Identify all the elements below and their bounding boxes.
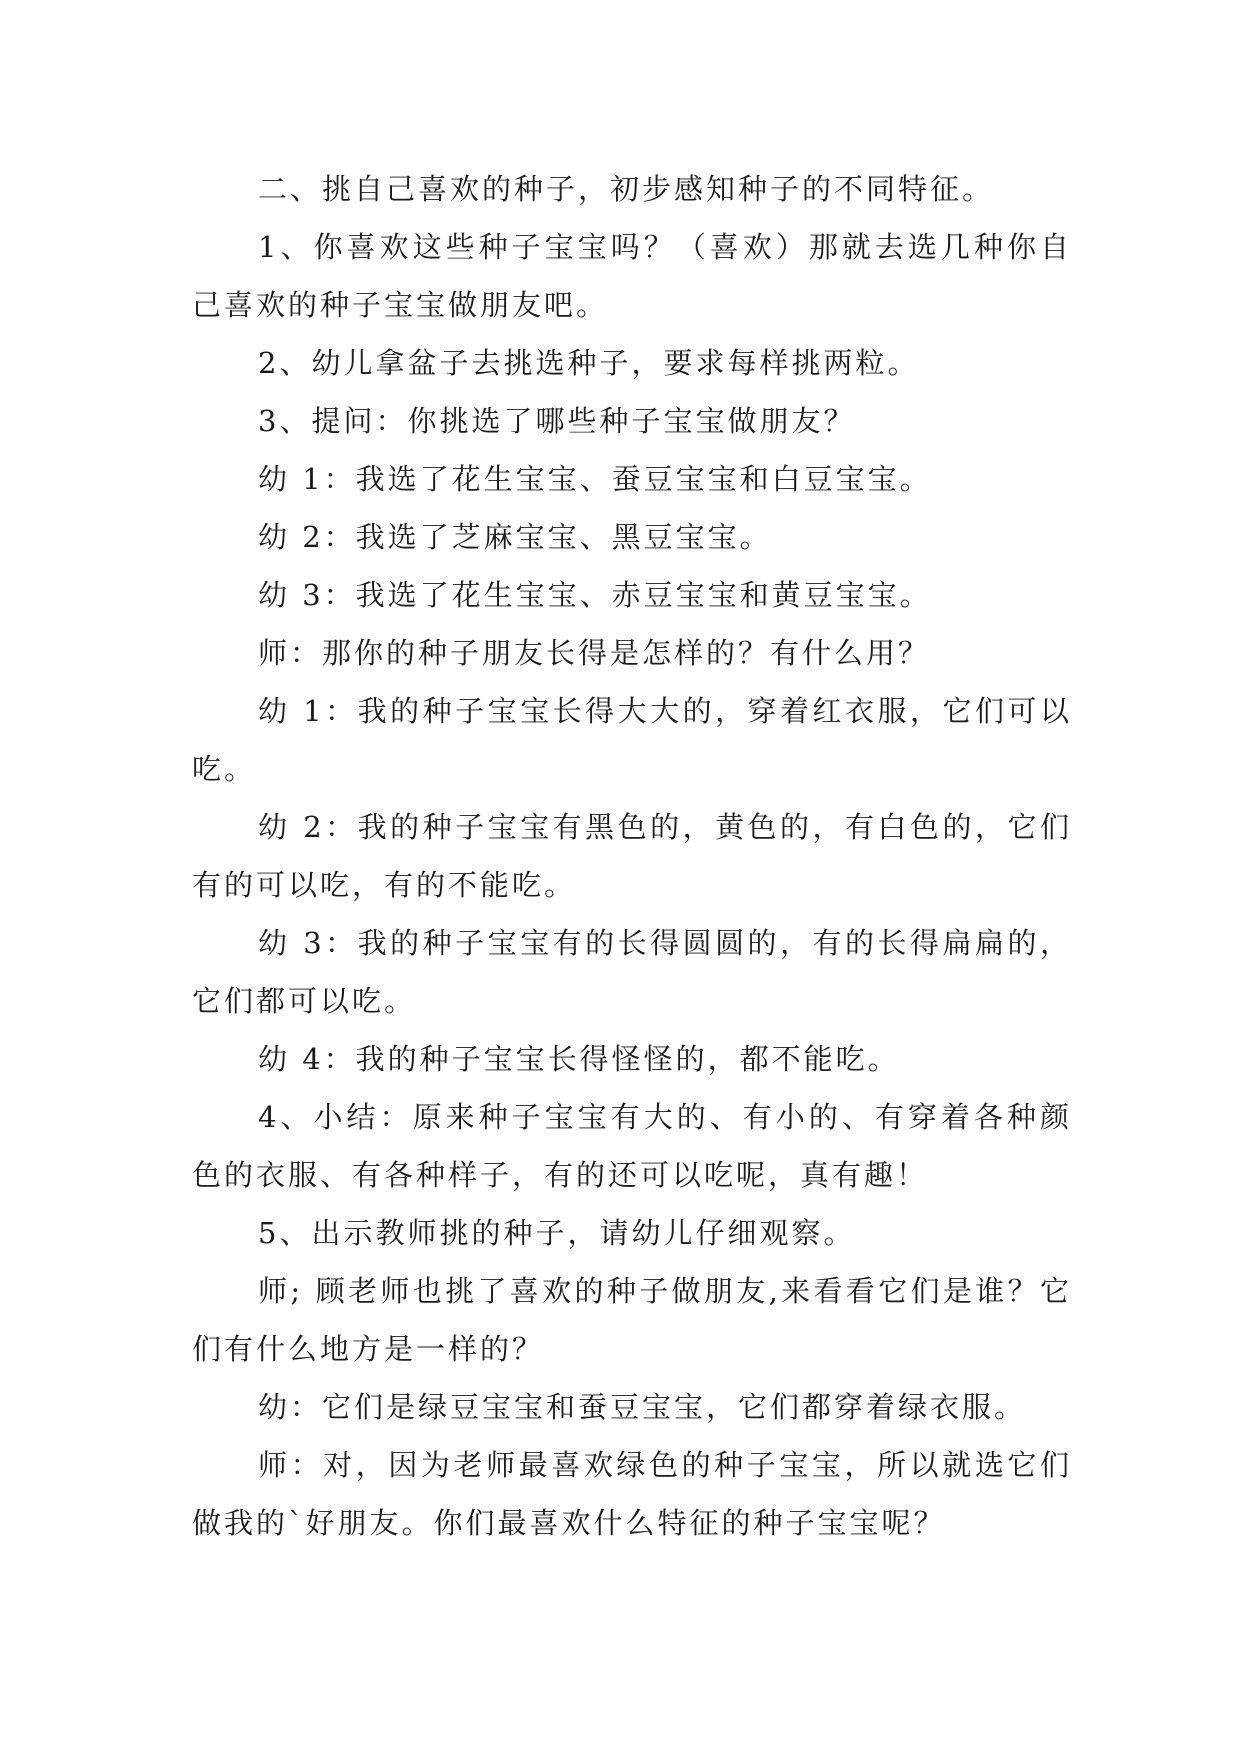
dialogue-line: 幼 2：我的种子宝宝有黑色的，黄色的，有白色的，它们有的可以吃，有的不能吃。 <box>192 810 1072 902</box>
paragraph: 4、小结：原来种子宝宝有大的、有小的、有穿着各种颜色的衣服、有各种样子，有的还可以吃呢，真有趣！ <box>192 1100 1072 1192</box>
dialogue-line: 幼 3：我的种子宝宝有的长得圆圆的，有的长得扁扁的，它们都可以吃。 <box>192 926 1072 1018</box>
dialogue-line: 幼 4：我的种子宝宝长得怪怪的，都不能吃。 <box>258 1042 900 1076</box>
paragraph: 2、幼儿拿盆子去挑选种子，要求每样挑两粒。 <box>258 346 920 380</box>
dialogue-line: 幼 1：我选了花生宝宝、蚕豆宝宝和白豆宝宝。 <box>258 462 932 496</box>
dialogue-line: 师：对，因为老师最喜欢绿色的种子宝宝，所以就选它们做我的`好朋友。你们最喜欢什么特征的种子宝宝呢？ <box>192 1448 1072 1540</box>
section-heading: 二、挑自己喜欢的种子，初步感知种子的不同特征。 <box>258 172 995 206</box>
dialogue-line: 师; 顾老师也挑了喜欢的种子做朋友,来看看它们是谁？它们有什么地方是一样的？ <box>192 1274 1072 1366</box>
dialogue-line: 幼：它们是绿豆宝宝和蚕豆宝宝，它们都穿着绿衣服。 <box>258 1390 1027 1424</box>
document-body <box>192 160 1072 1552</box>
paragraph: 3、提问：你挑选了哪些种子宝宝做朋友？ <box>258 404 856 438</box>
dialogue-line: 幼 3：我选了花生宝宝、赤豆宝宝和黄豆宝宝。 <box>258 578 932 612</box>
paragraph: 5、出示教师挑的种子，请幼儿仔细观察。 <box>258 1216 856 1250</box>
dialogue-line: 师：那你的种子朋友长得是怎样的？有什么用？ <box>258 636 931 670</box>
dialogue-line: 幼 1：我的种子宝宝长得大大的，穿着红衣服，它们可以吃。 <box>192 694 1072 786</box>
paragraph: 1、你喜欢这些种子宝宝吗？（喜欢）那就去选几种你自己喜欢的种子宝宝做朋友吧。 <box>192 230 1072 322</box>
dialogue-line: 幼 2：我选了芝麻宝宝、黑豆宝宝。 <box>258 520 772 554</box>
